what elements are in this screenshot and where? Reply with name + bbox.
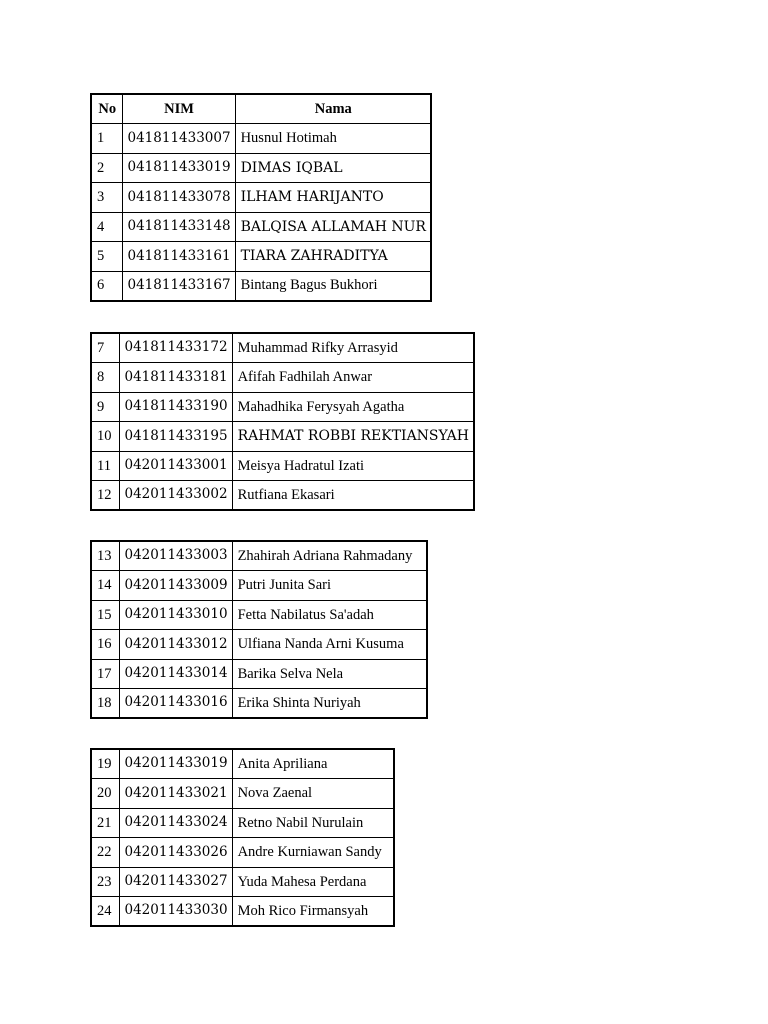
- cell-nama: Andre Kurniawan Sandy: [232, 838, 394, 868]
- cell-nim: 042011433019: [119, 749, 232, 779]
- cell-nim: 042011433002: [119, 481, 232, 511]
- cell-nim: 042011433014: [119, 659, 232, 689]
- table-row: [91, 659, 427, 689]
- cell-no: 21: [91, 808, 119, 838]
- cell-no: 9: [91, 392, 119, 422]
- cell-nama: Zhahirah Adriana Rahmadany: [232, 541, 427, 571]
- cell-nama: Muhammad Rifky Arrasyid: [232, 333, 474, 363]
- roster-table-1: [90, 93, 432, 302]
- table-row: [91, 630, 427, 660]
- table-row: [91, 422, 474, 452]
- cell-nim: 042011433003: [119, 541, 232, 571]
- table-row: [91, 897, 394, 927]
- table-row: [91, 212, 431, 242]
- cell-nim: 042011433012: [119, 630, 232, 660]
- cell-no: 13: [91, 541, 119, 571]
- table-row: [91, 600, 427, 630]
- cell-no: 2: [91, 153, 122, 183]
- cell-nim: 041811433161: [122, 242, 235, 272]
- table-row: [91, 124, 431, 154]
- cell-nim: 041811433078: [122, 183, 235, 213]
- cell-nama: DIMAS IQBAL: [235, 153, 431, 183]
- cell-no: 16: [91, 630, 119, 660]
- cell-nim: 041811433167: [122, 271, 235, 301]
- roster-table-2: [90, 332, 475, 511]
- cell-no: 24: [91, 897, 119, 927]
- cell-no: 18: [91, 689, 119, 719]
- cell-nim: 041811433172: [119, 333, 232, 363]
- cell-no: 3: [91, 183, 122, 213]
- cell-nim: 042011433026: [119, 838, 232, 868]
- cell-nama: BALQISA ALLAMAH NUR: [235, 212, 431, 242]
- cell-no: 20: [91, 779, 119, 809]
- table-row: [91, 271, 431, 301]
- cell-no: 14: [91, 571, 119, 601]
- table-row: [91, 571, 427, 601]
- cell-nim: 042011433009: [119, 571, 232, 601]
- cell-nim: 042011433016: [119, 689, 232, 719]
- cell-nama: Anita Apriliana: [232, 749, 394, 779]
- cell-nama: TIARA ZAHRADITYA: [235, 242, 431, 272]
- table-row: [91, 779, 394, 809]
- cell-nim: 041811433019: [122, 153, 235, 183]
- table-row: [91, 392, 474, 422]
- table-row: [91, 363, 474, 393]
- cell-nim: 042011433010: [119, 600, 232, 630]
- cell-nim: 041811433148: [122, 212, 235, 242]
- cell-nim: 041811433007: [122, 124, 235, 154]
- cell-nim: 041811433190: [119, 392, 232, 422]
- cell-no: 17: [91, 659, 119, 689]
- cell-nama: Mahadhika Ferysyah Agatha: [232, 392, 474, 422]
- table-row: [91, 838, 394, 868]
- cell-nama: RAHMAT ROBBI REKTIANSYAH: [232, 422, 474, 452]
- cell-no: 7: [91, 333, 119, 363]
- header-nama: Nama: [235, 94, 431, 124]
- cell-nama: Husnul Hotimah: [235, 124, 431, 154]
- cell-no: 11: [91, 451, 119, 481]
- table-header-row: [91, 94, 431, 124]
- cell-no: 15: [91, 600, 119, 630]
- cell-no: 8: [91, 363, 119, 393]
- roster-table-3: [90, 540, 428, 719]
- table-row: [91, 541, 427, 571]
- cell-nama: Moh Rico Firmansyah: [232, 897, 394, 927]
- cell-nim: 042011433021: [119, 779, 232, 809]
- cell-nama: Fetta Nabilatus Sa'adah: [232, 600, 427, 630]
- cell-nama: Afifah Fadhilah Anwar: [232, 363, 474, 393]
- table-row: [91, 808, 394, 838]
- cell-nama: Retno Nabil Nurulain: [232, 808, 394, 838]
- cell-no: 23: [91, 867, 119, 897]
- cell-nim: 042011433027: [119, 867, 232, 897]
- cell-nama: Barika Selva Nela: [232, 659, 427, 689]
- table-row: [91, 242, 431, 272]
- cell-no: 4: [91, 212, 122, 242]
- cell-nama: Erika Shinta Nuriyah: [232, 689, 427, 719]
- cell-no: 1: [91, 124, 122, 154]
- table-row: [91, 333, 474, 363]
- cell-nama: Putri Junita Sari: [232, 571, 427, 601]
- table-row: [91, 451, 474, 481]
- cell-no: 22: [91, 838, 119, 868]
- cell-nim: 042011433030: [119, 897, 232, 927]
- table-row: [91, 481, 474, 511]
- cell-nama: ILHAM HARIJANTO: [235, 183, 431, 213]
- cell-no: 5: [91, 242, 122, 272]
- table-row: [91, 749, 394, 779]
- cell-nama: Meisya Hadratul Izati: [232, 451, 474, 481]
- header-nim: NIM: [122, 94, 235, 124]
- table-row: [91, 867, 394, 897]
- cell-no: 19: [91, 749, 119, 779]
- roster-table-4: [90, 748, 395, 927]
- cell-nim: 041811433181: [119, 363, 232, 393]
- cell-nim: 042011433024: [119, 808, 232, 838]
- cell-nama: Yuda Mahesa Perdana: [232, 867, 394, 897]
- table-row: [91, 153, 431, 183]
- cell-nama: Rutfiana Ekasari: [232, 481, 474, 511]
- cell-nama: Nova Zaenal: [232, 779, 394, 809]
- table-row: [91, 183, 431, 213]
- header-no: No: [91, 94, 122, 124]
- cell-nama: Bintang Bagus Bukhori: [235, 271, 431, 301]
- cell-nim: 041811433195: [119, 422, 232, 452]
- cell-no: 12: [91, 481, 119, 511]
- cell-nama: Ulfiana Nanda Arni Kusuma: [232, 630, 427, 660]
- cell-no: 6: [91, 271, 122, 301]
- cell-nim: 042011433001: [119, 451, 232, 481]
- table-row: [91, 689, 427, 719]
- cell-no: 10: [91, 422, 119, 452]
